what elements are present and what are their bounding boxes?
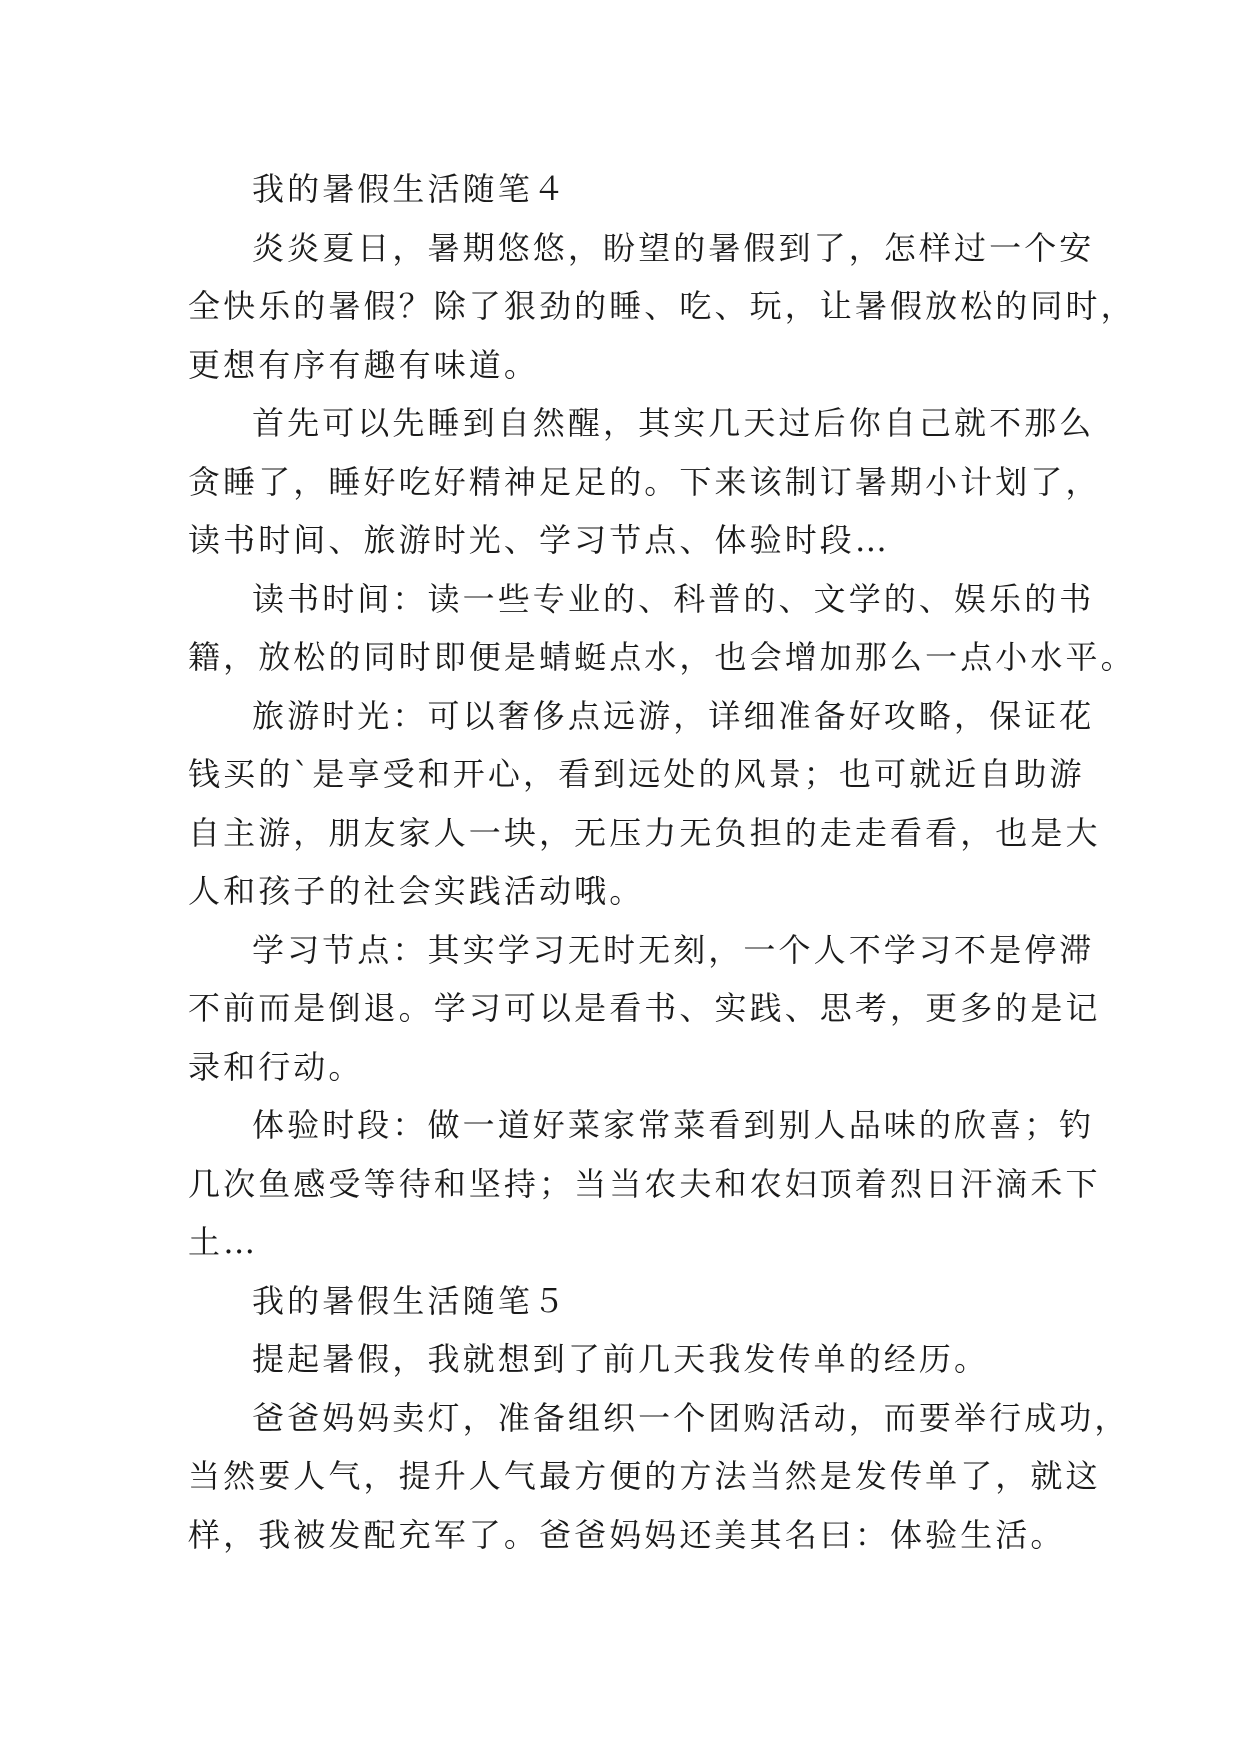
paragraph-line: 籍，放松的同时即便是蜻蜓点水，也会增加那么一点小水平。	[188, 638, 1136, 676]
paragraph-line: 钱买的`是享受和开心，看到远处的风景；也可就近自助游	[188, 755, 1085, 793]
section-heading-4: 我的暑假生活随笔４	[252, 170, 568, 208]
paragraph-line: 首先可以先睡到自然醒，其实几天过后你自己就不那么	[252, 404, 1095, 442]
paragraph-line: 全快乐的暑假？除了狠劲的睡、吃、玩，让暑假放松的同时，	[188, 287, 1136, 325]
paragraph-line: 土…	[188, 1223, 259, 1261]
paragraph-line: 旅游时光：可以奢侈点远游，详细准备好攻略，保证花	[252, 696, 1095, 735]
paragraph-line: 录和行动。	[188, 1047, 364, 1086]
paragraph-line: 贪睡了，睡好吃好精神足足的。下来该制订暑期小计划了，	[188, 462, 1101, 501]
paragraph-line: 炎炎夏日，暑期悠悠，盼望的暑假到了，怎样过一个安	[252, 228, 1095, 267]
paragraph-line: 自主游，朋友家人一块，无压力无负担的走走看看，也是大	[188, 813, 1101, 852]
paragraph-line: 读书时间：读一些专业的、科普的、文学的、娱乐的书	[252, 579, 1095, 618]
paragraph-line: 不前而是倒退。学习可以是看书、实践、思考，更多的是记	[188, 989, 1101, 1027]
paragraph-line: 当然要人气，提升人气最方便的方法当然是发传单了，就这	[188, 1457, 1101, 1495]
section-heading-5: 我的暑假生活随笔５	[252, 1281, 568, 1320]
paragraph-line: 学习节点：其实学习无时无刻，一个人不学习不是停滞	[252, 930, 1095, 969]
paragraph-line: 体验时段：做一道好菜家常菜看到别人品味的欣喜；钓	[252, 1106, 1095, 1144]
paragraph-line: 几次鱼感受等待和坚持；当当农夫和农妇顶着烈日汗滴禾下	[188, 1164, 1101, 1203]
paragraph-line: 读书时间、旅游时光、学习节点、体验时段…	[188, 521, 891, 559]
paragraph-line: 提起暑假，我就想到了前几天我发传单的经历。	[252, 1340, 990, 1378]
paragraph-line: 人和孩子的社会实践活动哦。	[188, 872, 645, 910]
paragraph-line: 爸爸妈妈卖灯，准备组织一个团购活动，而要举行成功，	[252, 1398, 1130, 1437]
paragraph-line: 样，我被发配充军了。爸爸妈妈还美其名曰：体验生活。	[188, 1515, 1066, 1554]
paragraph-line: 更想有序有趣有味道。	[188, 345, 540, 384]
document-body	[188, 160, 1136, 1564]
